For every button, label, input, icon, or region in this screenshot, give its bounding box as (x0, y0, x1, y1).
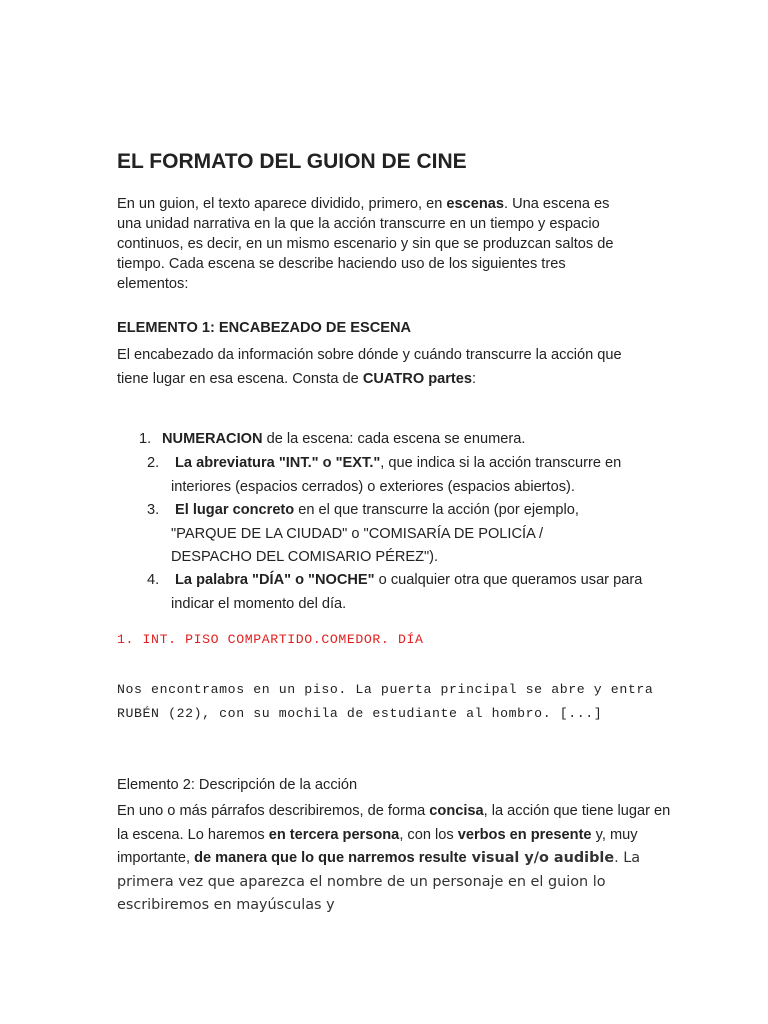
element2-heading: Elemento 2: Descripción de la acción (117, 777, 358, 793)
example-scene-heading: 1. INT. PISO COMPARTIDO.COMEDOR. DÍA (117, 632, 424, 647)
element2-text: En uno o más párrafos describiremos, de forma (117, 803, 430, 819)
element2-bold-manera: de manera que lo que narremos resulte (194, 850, 467, 866)
intro-paragraph (117, 194, 637, 294)
list-item (147, 499, 596, 570)
list-item (147, 569, 651, 616)
list-item-number: 2. (147, 455, 160, 471)
element1-text: El encabezado da información sobre dónde y cuándo transcurre la acción que tiene lugar en esa escena. Consta de (117, 347, 622, 387)
list-item-number: 1. (139, 431, 152, 447)
list-item-bold: El lugar concreto (175, 502, 295, 518)
list-item-bold: NUMERACION (162, 431, 263, 447)
element2-text: , con los (399, 826, 458, 843)
page-title: EL FORMATO DEL GUION DE CINE (117, 150, 467, 173)
element1-bold: CUATRO partes (362, 371, 473, 387)
list-item (147, 452, 651, 499)
element2-text: , la acción que tiene lugar en la escena. Lo haremos (117, 803, 671, 843)
list-item-number: 4. (147, 572, 160, 588)
list-item-text: de la escena: cada escena se enumera. (262, 431, 526, 447)
element2-paragraph (117, 800, 677, 918)
element2-bold-visual: visual y/o audible (466, 850, 615, 866)
list-item (139, 428, 642, 452)
list-item-text: , que indica si la acción transcurre en interiores (espacios cerrados) o exteriores (espacios abiertos). (171, 455, 622, 495)
list-item-bold: La palabra "DÍA" o "NOCHE" (175, 572, 375, 588)
list-item-number: 3. (147, 502, 160, 518)
element2-bold-tercera: en tercera persona (268, 826, 400, 843)
intro-text: En un guion, el texto aparece dividido, primero, en (117, 196, 447, 212)
list-item-bold: La abreviatura "INT." o "EXT." (175, 455, 381, 471)
list-item-text: o cualquier otra que queramos usar para indicar el momento del día. (171, 572, 643, 612)
intro-text-cont: . Una escena es una unidad narrativa en la que la acción transcurre en un tiempo y espacio continuos, es decir, en un mismo escenario y sin que se produzcan saltos de tiempo. Cada escena se describe haciendo uso de los siguientes tres elementos: (117, 196, 614, 292)
element2-bold-verbos: verbos en presente (457, 826, 592, 843)
element2-bold-concisa: concisa (429, 803, 484, 819)
intro-bold-escenas: escenas (446, 196, 504, 212)
list-item-text: en el que transcurre la acción (por ejemplo, "PARQUE DE LA CIUDAD" o "COMISARÍA DE POLICÍA / DESPACHO DEL COMISARIO PÉREZ"). (171, 502, 579, 565)
element2-text-end: . La primera vez que aparezca el nombre de un personaje en el guion lo escribiremos en mayúsculas y (117, 850, 641, 913)
element1-text-end: : (472, 371, 477, 387)
element1-paragraph (117, 343, 657, 391)
example-action-text: Nos encontramos en un piso. La puerta principal se abre y entra RUBÉN (22), con su mochila de estudiante al hombro. [...] (117, 682, 654, 721)
element1-heading: ELEMENTO 1: ENCABEZADO DE ESCENA (117, 320, 412, 336)
element2-text: y, muy importante, (117, 826, 638, 866)
